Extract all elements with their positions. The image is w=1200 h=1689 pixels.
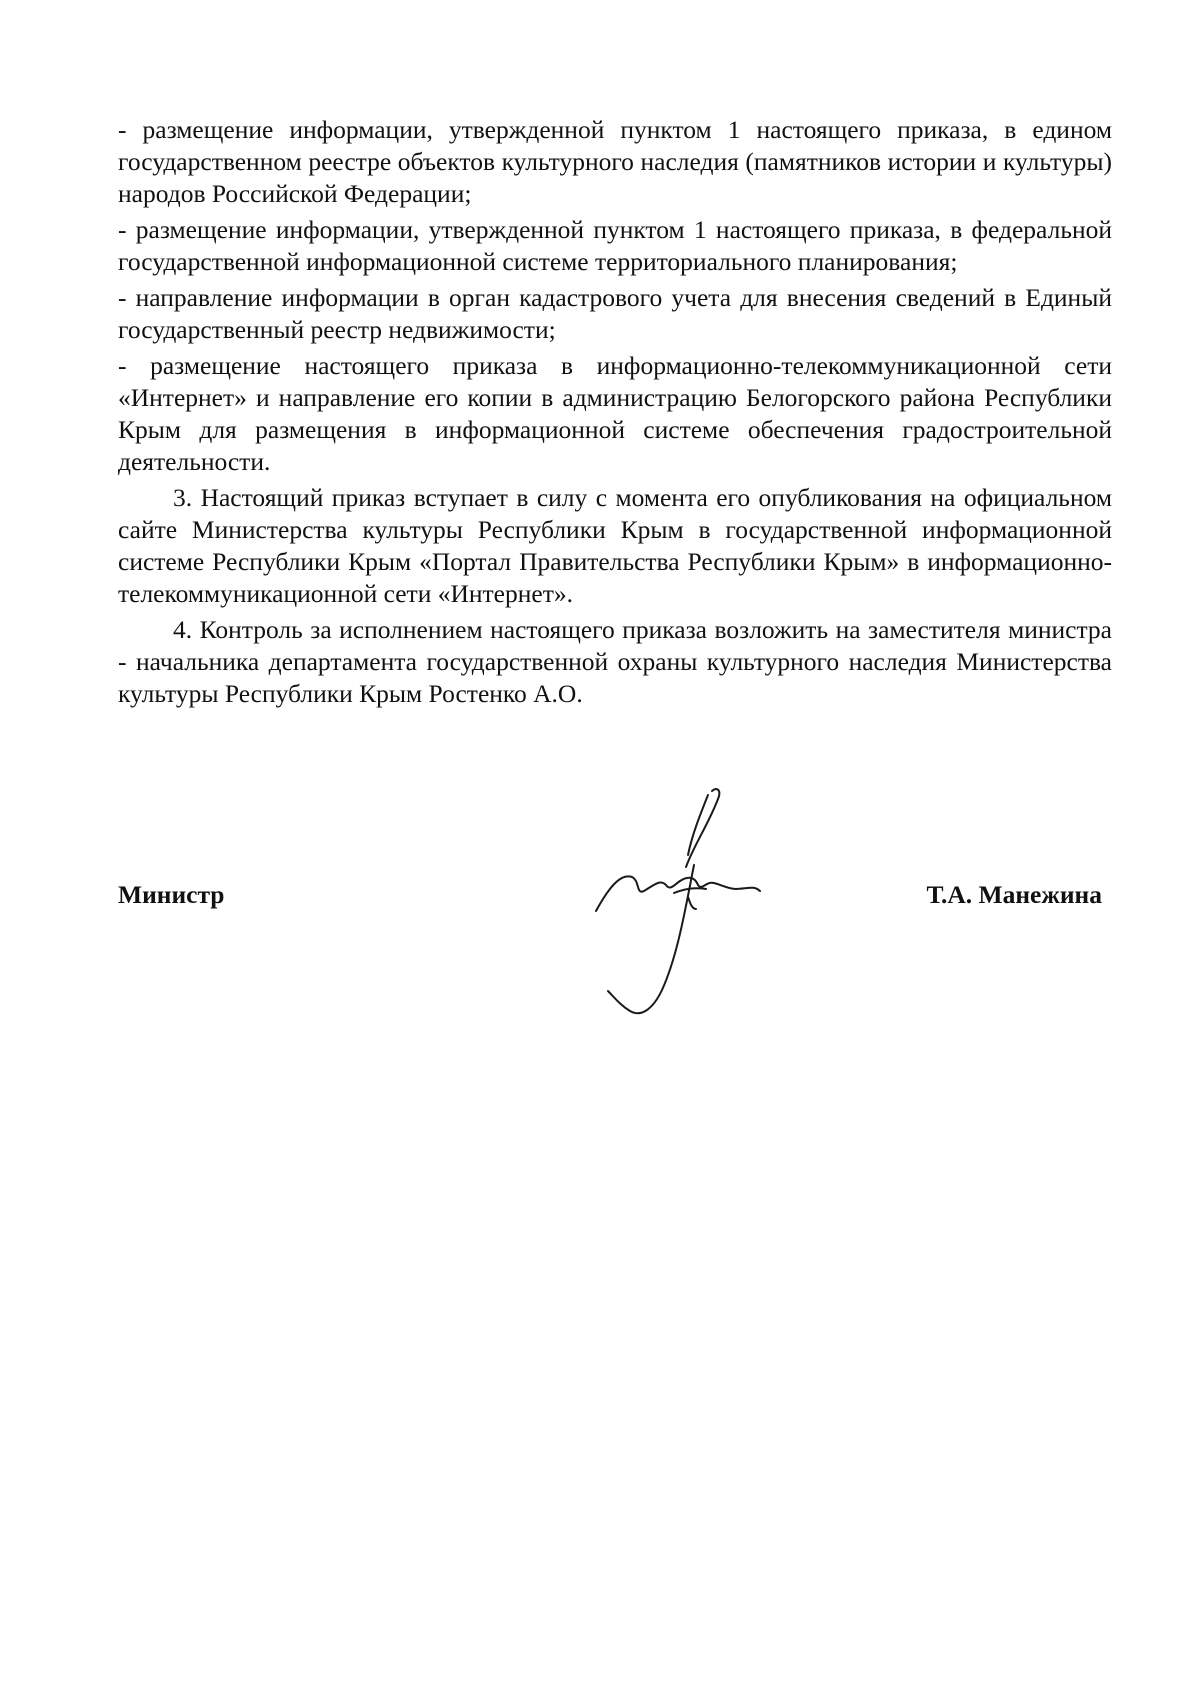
paragraph-item-cadastre: - направление информации в орган кадастрового учета для внесения сведений в Единый государственный реестр недвижимости; (118, 283, 1112, 344)
paragraph-item-internet-publication: - размещение настоящего приказа в информационно-телекоммуникационной сети «Интернет» и направление его копии в администрацию Белогорского района Республики Крым для размещения в информационной системе обеспечения градостроительной деятельности. (118, 351, 1112, 476)
paragraph-item-planning-system: - размещение информации, утвержденной пунктом 1 настоящего приказа, в федеральной государственной информационной системе территориального планирования; (118, 215, 1112, 276)
document-body (118, 114, 1112, 714)
handwritten-signature-icon (590, 785, 800, 1045)
signatory-title: Министр (118, 880, 225, 909)
signatory-name: Т.А. Манежина (926, 880, 1102, 909)
paragraph-item-registry: - размещение информации, утвержденной пунктом 1 настоящего приказа, в едином государственном реестре объектов культурного наследия (памятников истории и культуры) народов Российской Федерации; (118, 115, 1112, 208)
paragraph-point-4: 4. Контроль за исполнением настоящего приказа возложить на заместителя министра - начальника департамента государственной охраны культурного наследия Министерства культуры Республики Крым Ростенко А.О. (118, 615, 1112, 708)
paragraph-point-3: 3. Настоящий приказ вступает в силу с момента его опубликования на официальном сайте Министерства культуры Республики Крым в государственной информационной системе Республики Крым «Портал Правительства Республики Крым» в информационно-телекоммуникационной сети «Интернет». (118, 483, 1112, 608)
